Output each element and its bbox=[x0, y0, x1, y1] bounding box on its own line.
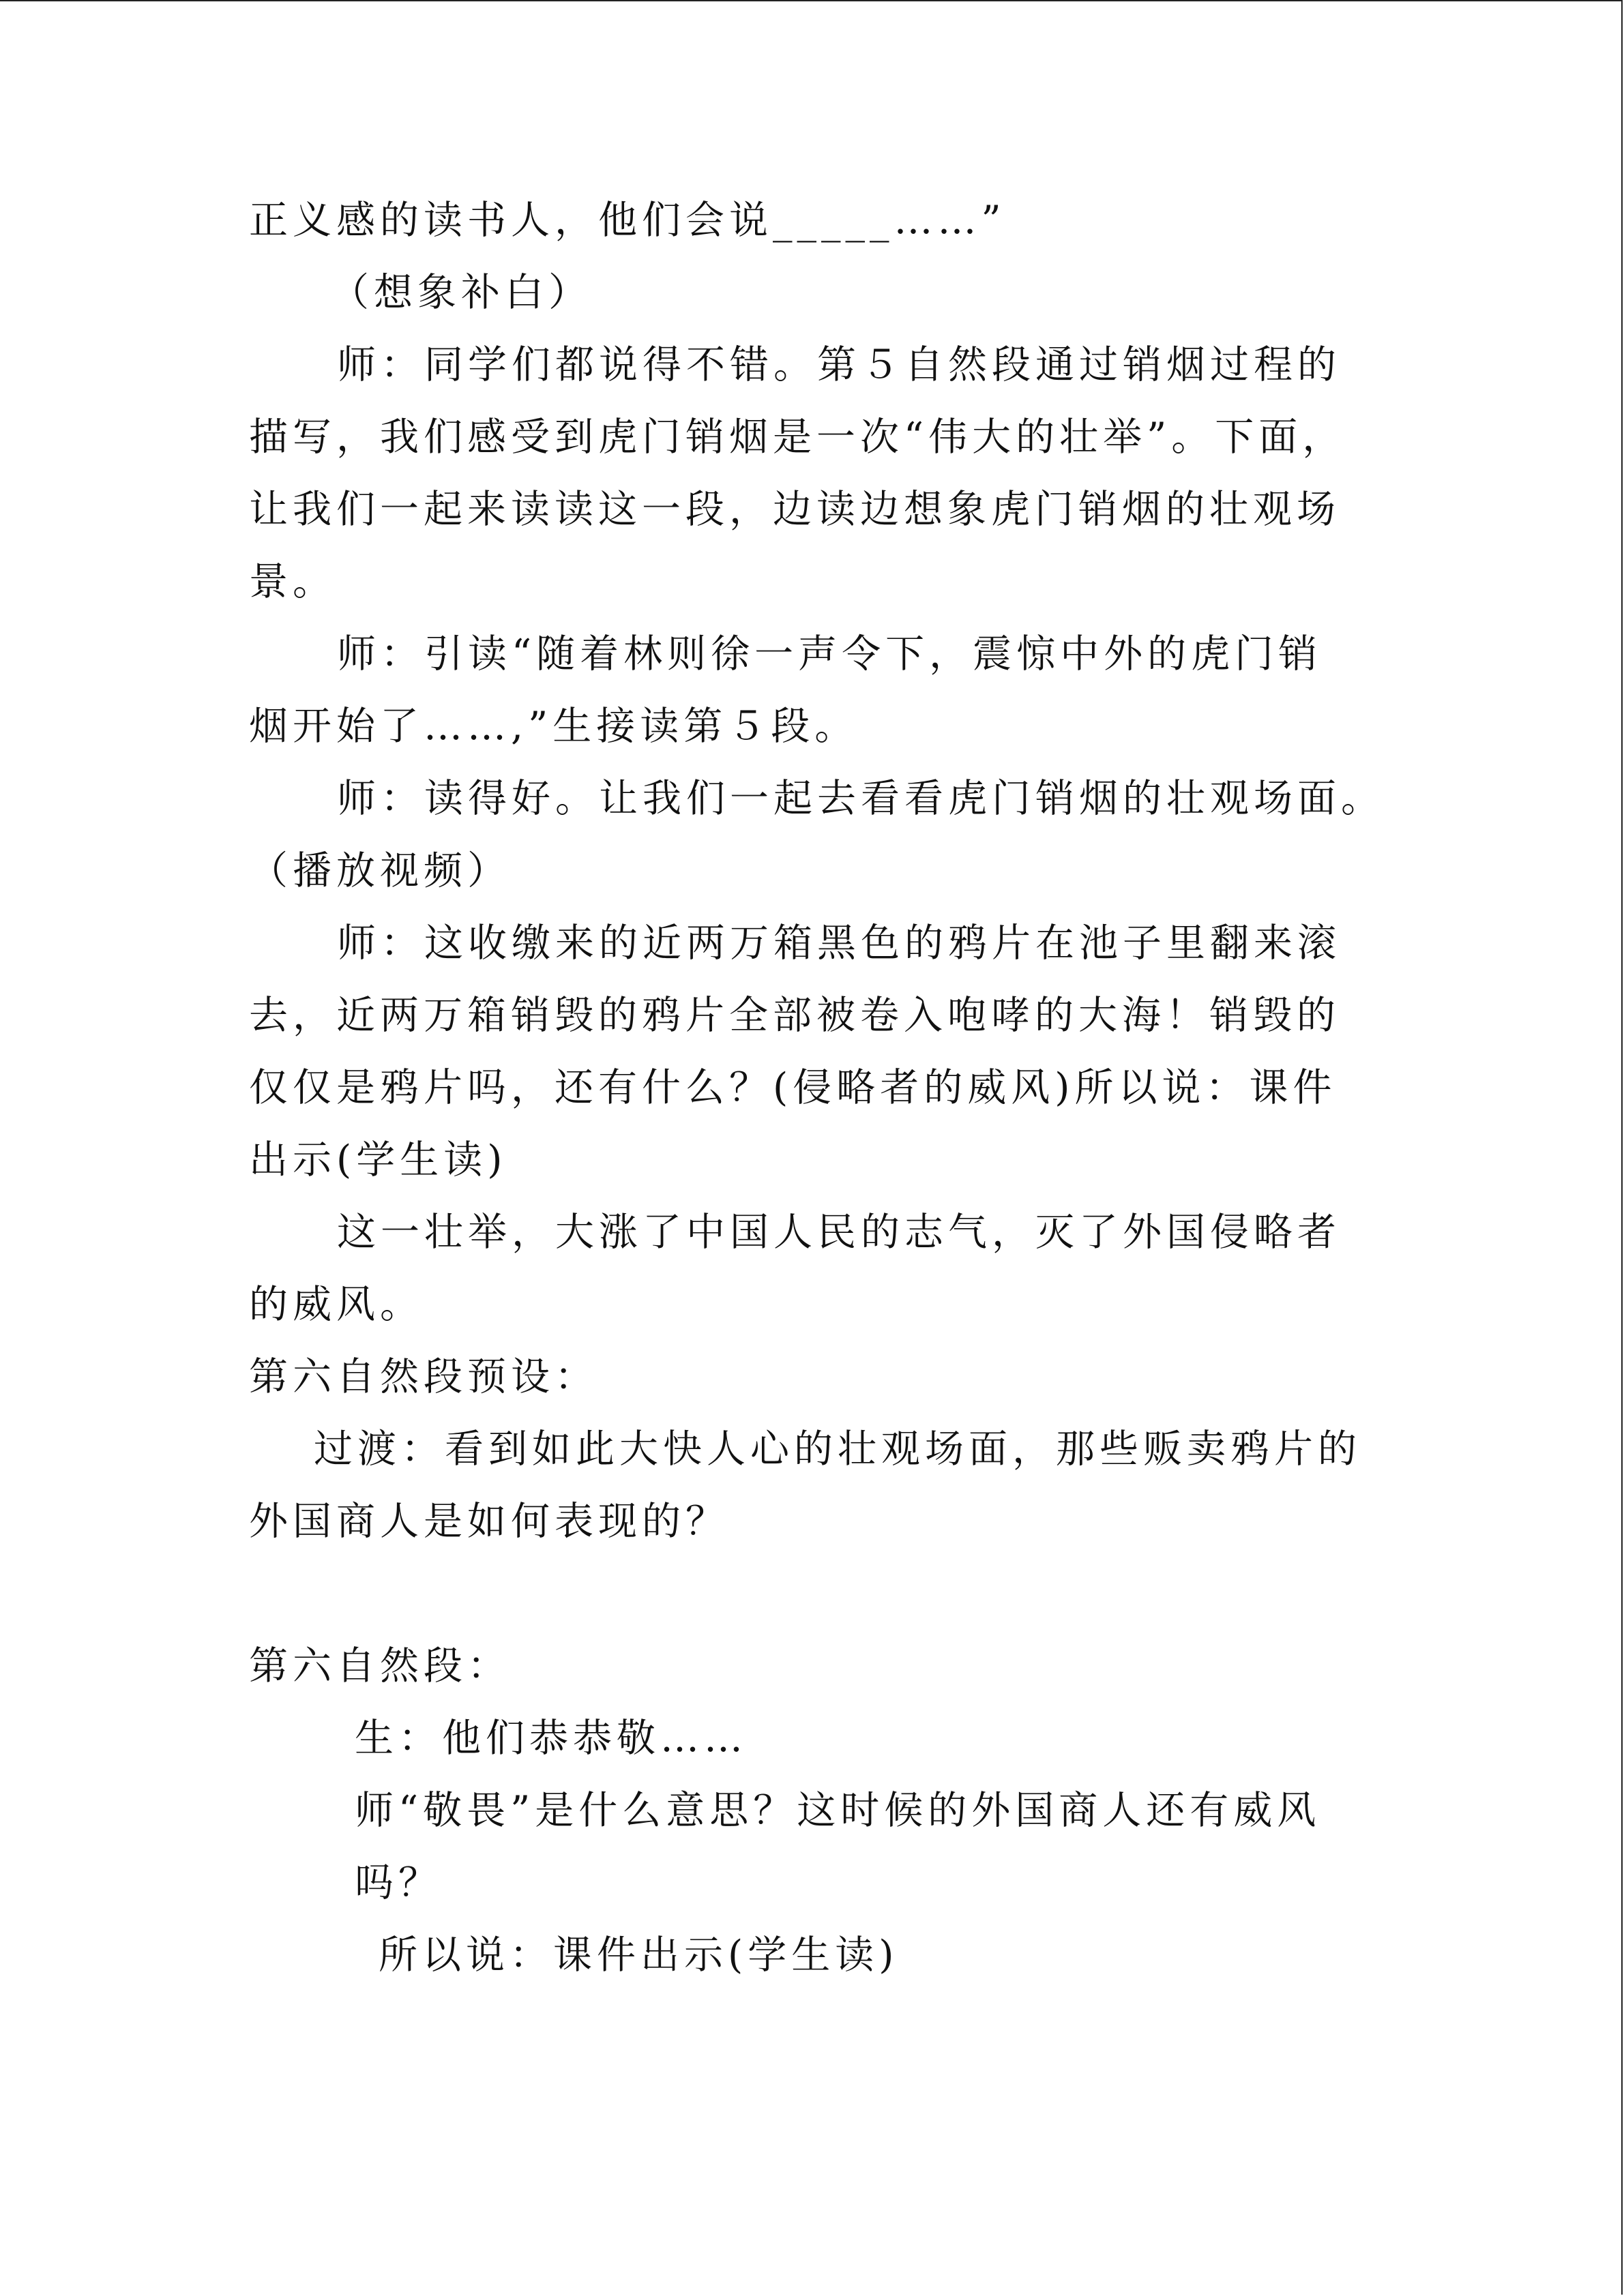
text-line: 过渡：看到如此大快人心的壮观场面，那些贩卖鸦片的 bbox=[314, 1427, 1361, 1472]
text-line: 生：他们恭恭敬…… bbox=[355, 1716, 748, 1761]
text-line: 让我们一起来读读这一段，边读边想象虎门销烟的壮观场 bbox=[249, 487, 1340, 532]
text-line: （想象补白） bbox=[330, 270, 592, 315]
text-line: 外国商人是如何表现的？ bbox=[249, 1499, 729, 1544]
text-line: 出示(学生读) bbox=[249, 1137, 507, 1182]
text-line: 所以说：课件出示(学生读) bbox=[379, 1933, 899, 1978]
text-line: 景。 bbox=[249, 559, 336, 604]
text-line: 正义感的读书人，他们会说_____……” bbox=[249, 198, 1006, 243]
text-line: 第六自然段预设： bbox=[249, 1354, 598, 1399]
text-line: 师“敬畏”是什么意思？这时候的外国商人还有威风 bbox=[355, 1788, 1321, 1833]
text-line: 吗？ bbox=[355, 1860, 442, 1905]
text-line: 师：引读“随着林则徐一声令下，震惊中外的虎门销 bbox=[337, 631, 1323, 676]
text-line: 描写，我们感受到虎门销烟是一次“伟大的壮举”。下面， bbox=[249, 415, 1346, 460]
text-line: 第六自然段： bbox=[249, 1643, 511, 1688]
text-line: 去，近两万箱销毁的鸦片全部被卷入咆哮的大海！销毁的 bbox=[249, 993, 1340, 1038]
text-line: 师：读得好。让我们一起去看看虎门销烟的壮观场面。 bbox=[337, 776, 1385, 821]
text-line: 师：这收缴来的近两万箱黑色的鸦片在池子里翻来滚 bbox=[337, 921, 1341, 966]
text-line: 仅仅是鸦片吗，还有什么？(侵略者的威风)所以说：课件 bbox=[249, 1065, 1337, 1110]
text-line: 的威风。 bbox=[249, 1282, 424, 1327]
text-line: 师：同学们都说得不错。第５自然段通过销烟过程的 bbox=[337, 342, 1341, 387]
text-line: 这一壮举，大涨了中国人民的志气，灭了外国侵略者 bbox=[337, 1210, 1341, 1255]
text-line: （播放视频） bbox=[249, 848, 511, 893]
text-line: 烟开始了……,”生接读第５段。 bbox=[249, 704, 859, 749]
